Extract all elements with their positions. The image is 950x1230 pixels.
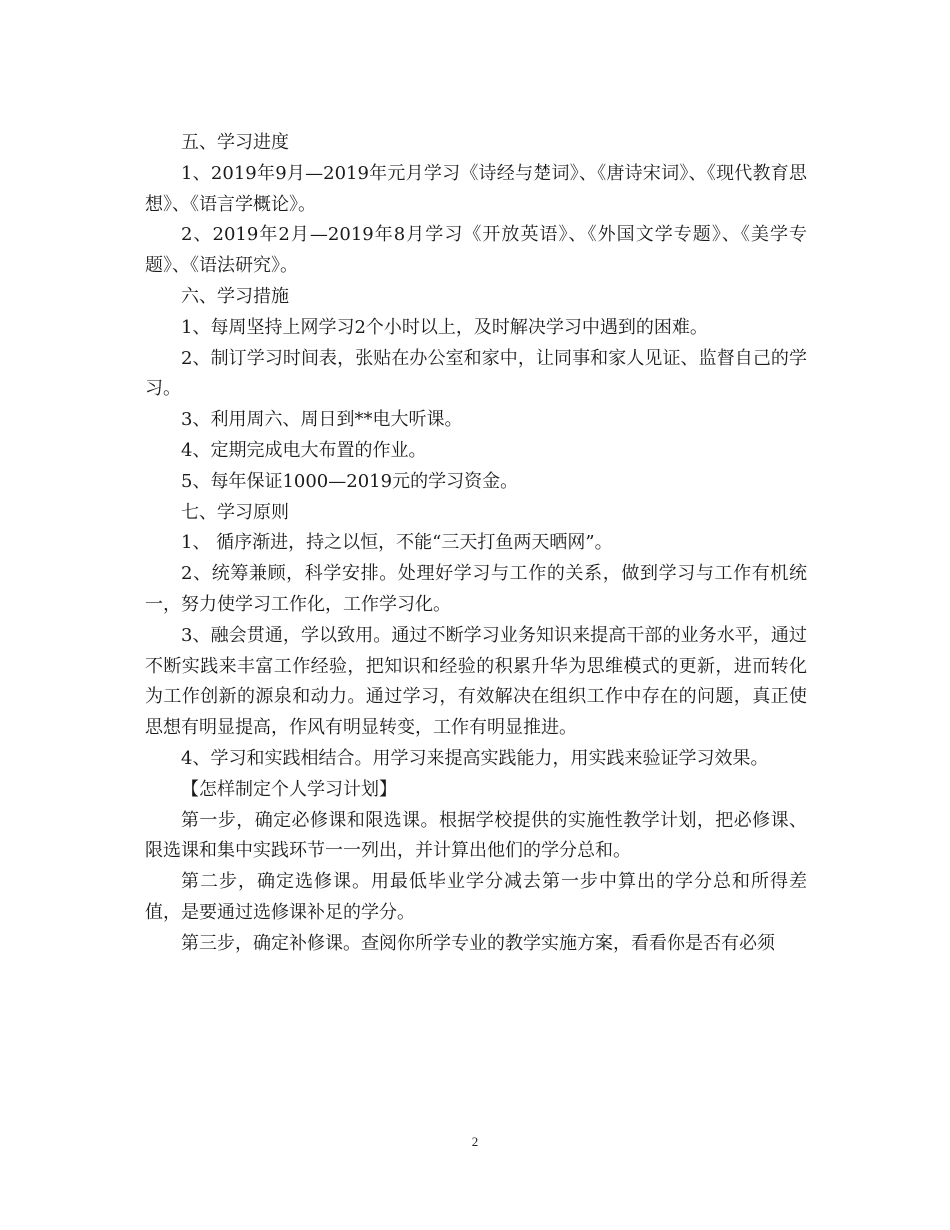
document-body	[145, 128, 807, 960]
paragraph: 3、利用周六、周日到**电大听课。	[181, 409, 463, 431]
page-number: 2	[471, 1134, 479, 1149]
paragraph: 1、每周坚持上网学习2个小时以上，及时解决学习中遇到的困难。	[181, 316, 708, 338]
paragraph: 1、 循序渐进，持之以恒，不能“三天打鱼两天晒网”。	[181, 532, 613, 554]
section-heading-principles: 七、学习原则	[181, 501, 289, 523]
paragraph: 4、学习和实践相结合。用学习来提高实践能力，用实践来验证学习效果。	[181, 747, 769, 769]
section-heading-measures: 六、学习措施	[181, 285, 289, 307]
paragraph: 2、制订学习时间表，张贴在办公室和家中，让同事和家人见证、监督自己的学习。	[145, 347, 807, 400]
paragraph: 第一步，确定必修课和限选课。根据学校提供的实施性教学计划，把必修课、限选课和集中实践环节一一列出，并计算出他们的学分总和。	[145, 809, 807, 862]
paragraph: 2、2019年2月—2019年8月学习《开放英语》、《外国文学专题》、《美学专题》、《语法研究》。	[145, 224, 807, 277]
paragraph: 第三步，确定补修课。查阅你所学专业的教学实施方案，看看你是否有必须	[181, 932, 775, 954]
paragraph: 3、融会贯通，学以致用。通过不断学习业务知识来提高干部的业务水平，通过不断实践来丰富工作经验，把知识和经验的积累升华为思维模式的更新，进而转化为工作创新的源泉和动力。通过学习，有效解决在组织工作中存在的问题，真正使思想有明显提高，作风有明显转变，工作有明显推进。	[145, 624, 807, 739]
section-heading-progress: 五、学习进度	[181, 132, 289, 153]
paragraph: 第二步，确定选修课。用最低毕业学分减去第一步中算出的学分总和所得差值，是要通过选修课补足的学分。	[145, 871, 807, 923]
section-heading-how-to-plan: 【怎样制定个人学习计划】	[181, 778, 397, 800]
paragraph: 5、每年保证1000—2019元的学习资金。	[181, 470, 519, 492]
paragraph: 2、统筹兼顾，科学安排。处理好学习与工作的关系，做到学习与工作有机统一，努力使学习工作化，工作学习化。	[145, 563, 807, 615]
paragraph: 1、2019年9月—2019年元月学习《诗经与楚词》、《唐诗宋词》、《现代教育思想》、《语言学概论》。	[145, 162, 807, 215]
paragraph: 4、定期完成电大布置的作业。	[181, 439, 427, 461]
